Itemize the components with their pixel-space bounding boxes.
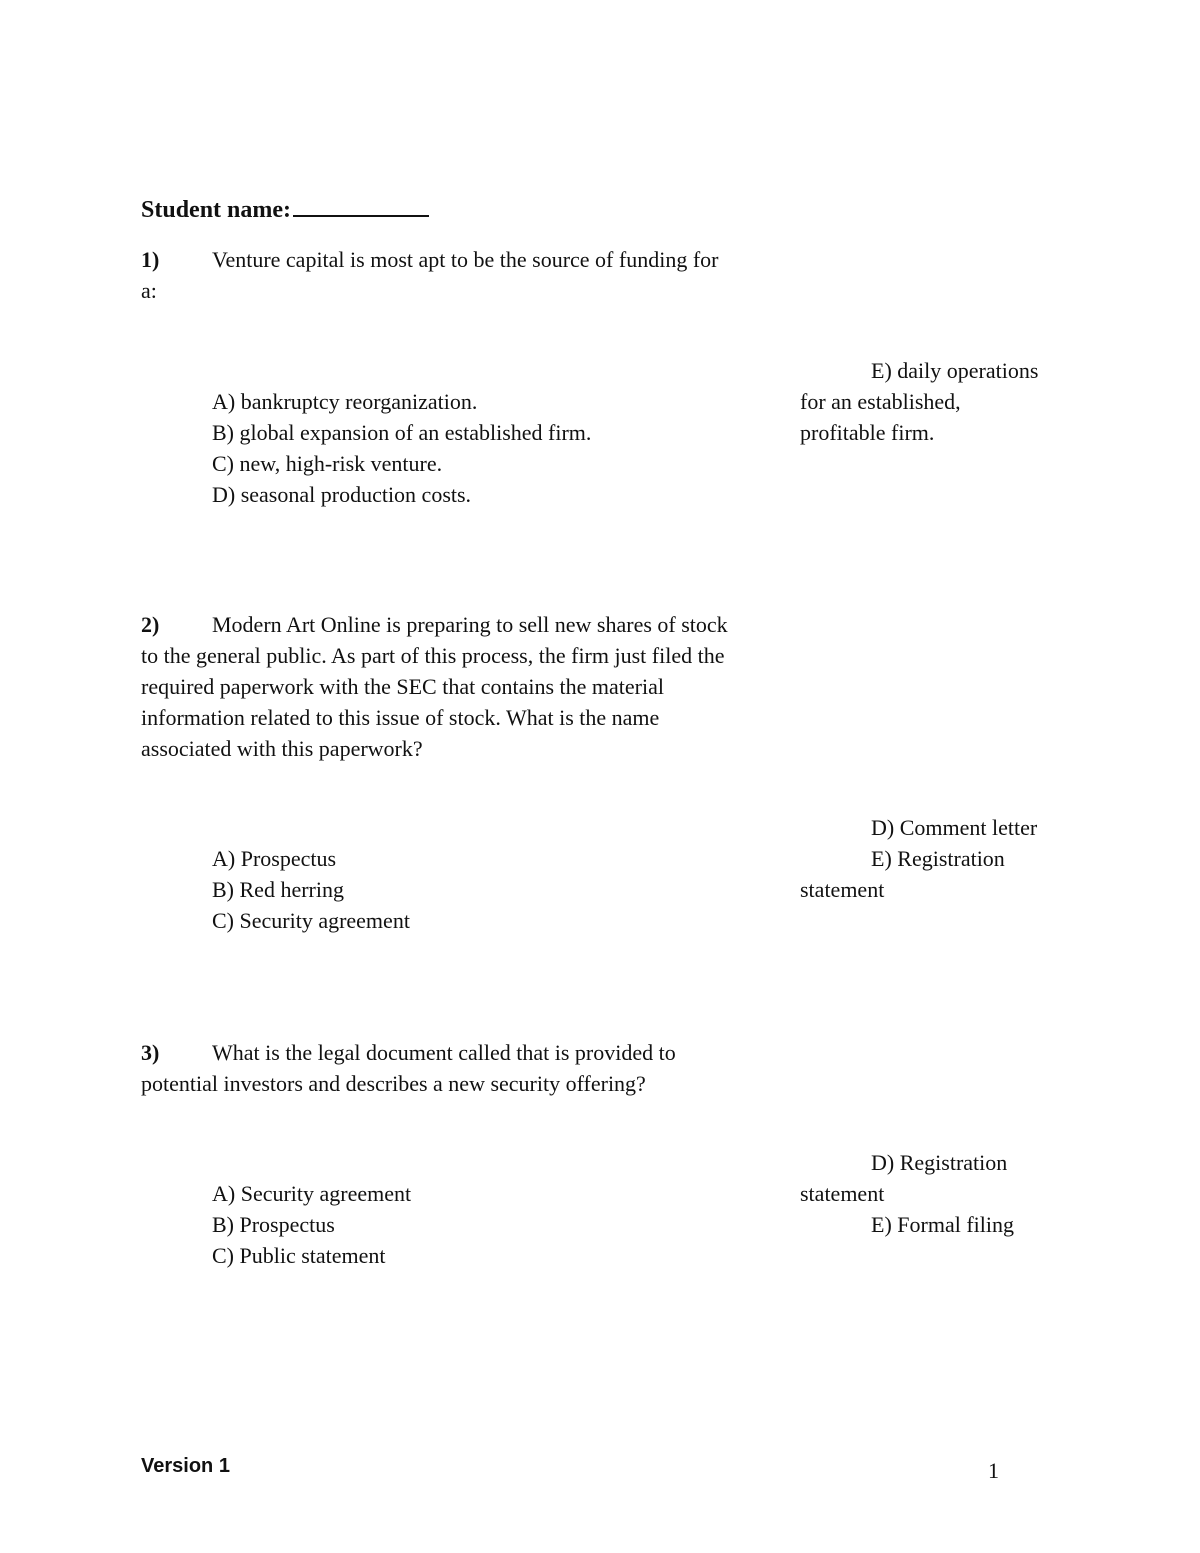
question-1-stem [141, 244, 731, 306]
question-number: 2) [141, 612, 160, 637]
question-2-options-left [212, 843, 410, 936]
question-1-options-left [212, 386, 591, 510]
option-b: B) global expansion of an established firm. [212, 420, 592, 445]
option-d-continued: statement [800, 1181, 885, 1206]
option-d: D) Comment letter [871, 815, 1038, 840]
question-3-stem [141, 1037, 731, 1099]
option-e: E) daily operations [871, 358, 1039, 383]
question-text: What is the legal document called that is provided to potential investors and describes a new security offering? [141, 1040, 676, 1096]
question-text: Venture capital is most apt to be the source of funding for a: [141, 247, 719, 303]
option-e: E) Registration [871, 846, 1005, 871]
option-a: A) bankruptcy reorganization. [212, 389, 478, 414]
option-e: E) Formal filing [871, 1212, 1014, 1237]
question-3-options-right [800, 1147, 1060, 1240]
option-e-continued: statement [800, 877, 885, 902]
question-number: 1) [141, 247, 160, 272]
student-name-blank [293, 193, 429, 217]
question-number: 3) [141, 1040, 160, 1065]
option-a: A) Prospectus [212, 846, 337, 871]
option-d: D) Registration [871, 1150, 1008, 1175]
question-2-options-right [800, 812, 1060, 905]
option-e-continued: profitable firm. [800, 420, 935, 445]
question-text: Modern Art Online is preparing to sell new shares of stock to the general public. As part of this process, the firm just filed the required paperwork with the SEC that contains the material information related to this issue of stock. What is the name associated with this paperwork? [141, 612, 728, 761]
student-name-label [141, 193, 429, 226]
student-name-text: Student name: [141, 197, 292, 223]
option-c: C) Security agreement [212, 908, 410, 933]
question-2-stem [141, 609, 731, 764]
option-c: C) new, high-risk venture. [212, 451, 443, 476]
option-b: B) Red herring [212, 877, 344, 902]
question-1-options-right [800, 355, 1060, 448]
option-e-continued: for an established, [800, 389, 961, 414]
option-a: A) Security agreement [212, 1181, 412, 1206]
footer-version: Version 1 [141, 1455, 230, 1477]
option-c: C) Public statement [212, 1243, 386, 1268]
option-b: B) Prospectus [212, 1212, 335, 1237]
question-3-options-left [212, 1178, 411, 1271]
option-d: D) seasonal production costs. [212, 482, 472, 507]
page-number: 1 [988, 1458, 999, 1483]
